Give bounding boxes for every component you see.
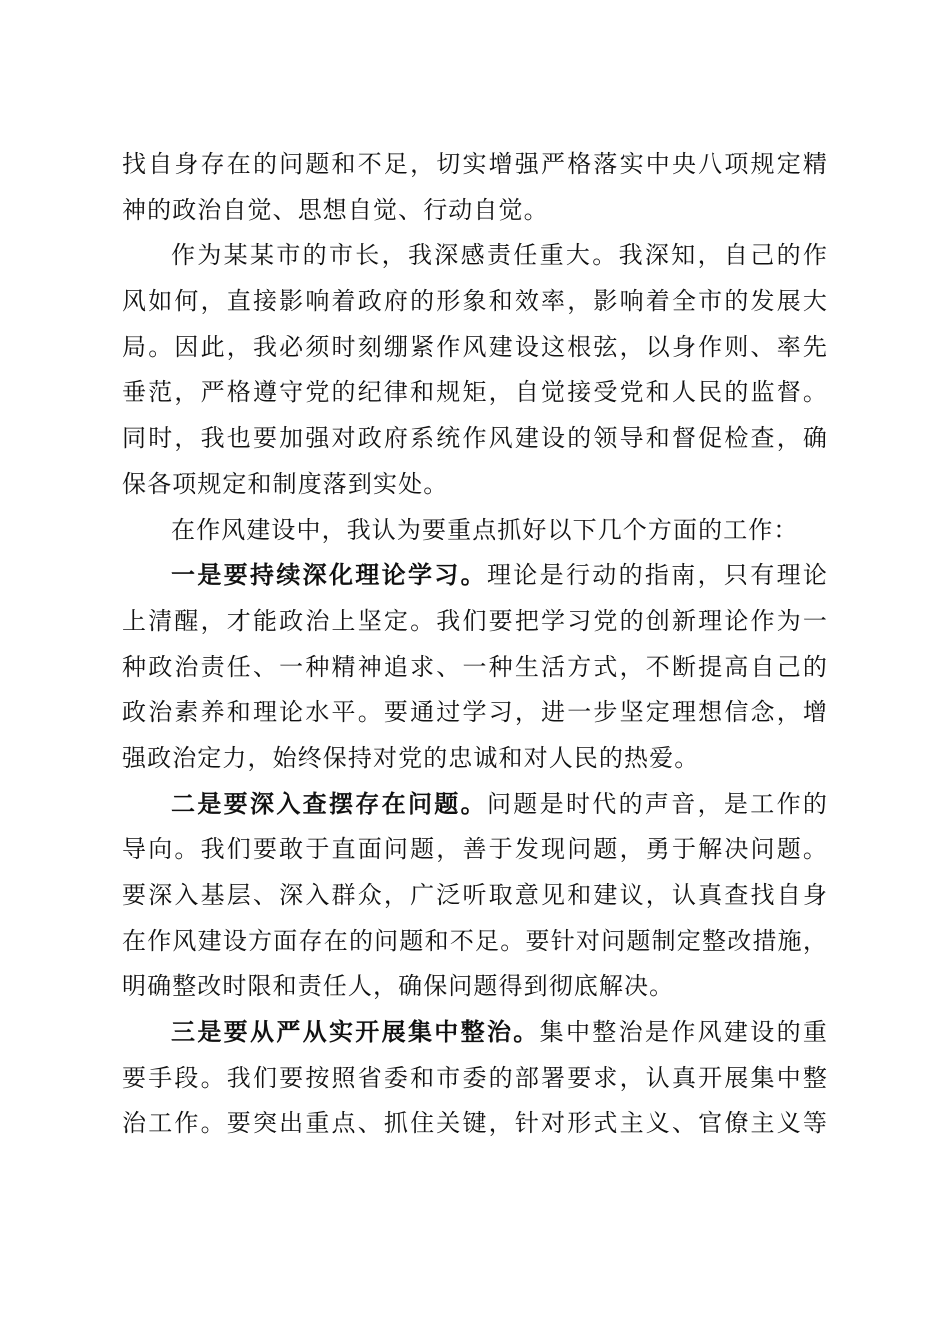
text-line xyxy=(122,782,828,828)
text-line: 要手段。我们要按照省委和市委的部署要求，认真开展集中整 xyxy=(122,1063,828,1092)
paragraph-point-one xyxy=(122,553,828,781)
text-line: 治工作。要突出重点、抓住关键，针对形式主义、官僚主义等 xyxy=(122,1109,828,1138)
text-line: 同时，我也要加强对政府系统作风建设的领导和督促检查，确 xyxy=(122,424,828,453)
text-line: 风如何，直接影响着政府的形象和效率，影响着全市的发展大 xyxy=(122,287,828,316)
text-line: 政治素养和理论水平。要通过学习，进一步坚定理想信念，增 xyxy=(122,698,828,727)
paragraph-point-three xyxy=(122,1010,828,1147)
text-line: 作为某某市的市长，我深感责任重大。我深知，自己的作 xyxy=(171,241,828,270)
text-line: 神的政治自觉、思想自觉、行动自觉。 xyxy=(122,195,549,224)
point-text: 问题是时代的声音，是工作的 xyxy=(486,789,828,818)
text-line: 要深入基层、深入群众，广泛听取意见和建议，认真查找自身 xyxy=(122,881,828,909)
point-heading: 二是要深入查摆存在问题。 xyxy=(171,789,487,818)
document-page xyxy=(122,142,828,1147)
text-line: 垂范，严格遵守党的纪律和规矩，自觉接受党和人民的监督。 xyxy=(122,378,828,407)
paragraph-continuation xyxy=(122,142,828,233)
point-text: 集中整治是作风建设的重 xyxy=(539,1018,828,1047)
text-line: 明确整改时限和责任人，确保问题得到彻底解决。 xyxy=(122,972,675,1001)
text-line: 上清醒，才能政治上坚定。我们要把学习党的创新理论作为一 xyxy=(122,606,828,635)
point-text: 理论是行动的指南，只有理论 xyxy=(486,561,828,590)
paragraph-point-two xyxy=(122,782,828,1010)
point-heading: 三是要从严从实开展集中整治。 xyxy=(171,1018,540,1047)
text-line: 找自身存在的问题和不足，切实增强严格落实中央八项规定精 xyxy=(122,150,828,178)
text-line: 导向。我们要敢于直面问题，善于发现问题，勇于解决问题。 xyxy=(122,835,828,864)
point-heading: 一是要持续深化理论学习。 xyxy=(171,561,487,590)
text-line: 种政治责任、一种精神追求、一种生活方式，不断提高自己的 xyxy=(122,652,828,681)
text-line xyxy=(122,1010,828,1056)
text-line: 局。因此，我必须时刻绷紧作风建设这根弦，以身作则、率先 xyxy=(122,332,828,361)
text-line: 保各项规定和制度落到实处。 xyxy=(122,469,449,498)
text-line xyxy=(122,553,828,599)
text-line: 在作风建设方面存在的问题和不足。要针对问题制定整改措施， xyxy=(122,926,828,955)
text-line: 在作风建设中，我认为要重点抓好以下几个方面的工作： xyxy=(171,515,799,544)
text-line: 强政治定力，始终保持对党的忠诚和对人民的热爱。 xyxy=(122,743,700,772)
paragraph-intro-key-points xyxy=(122,508,828,554)
paragraph-mayor-responsibility xyxy=(122,233,828,507)
